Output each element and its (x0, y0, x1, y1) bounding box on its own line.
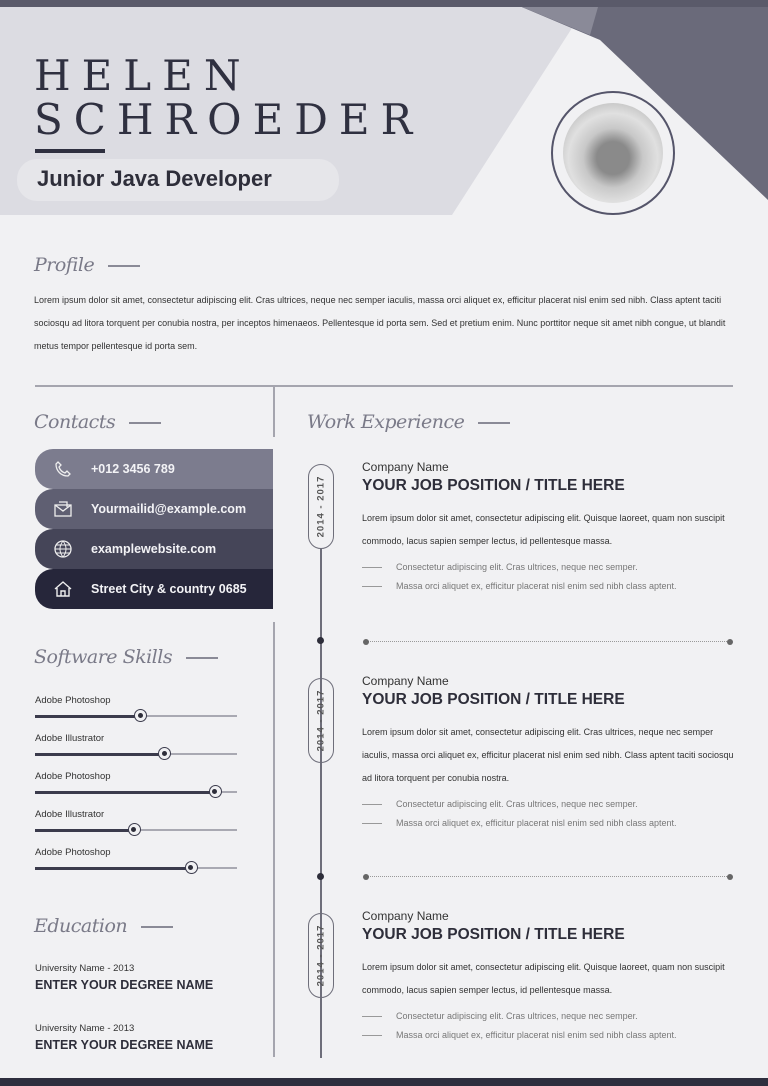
company-name: Company Name (362, 460, 449, 474)
skill-knob (128, 823, 141, 836)
school-name: University Name - 2013 (35, 1023, 135, 1034)
skill-slider (35, 753, 237, 755)
job-role: Junior Java Developer (17, 159, 339, 201)
job-entry (362, 674, 734, 828)
education-item (35, 1023, 213, 1052)
skill-slider (35, 829, 237, 831)
contact-website[interactable] (35, 529, 273, 569)
skill-knob (185, 861, 198, 874)
photo-frame (551, 91, 675, 215)
bullet-text: Consectetur adipiscing elit. Cras ultrices, neque nec semper. (396, 799, 638, 809)
skill-fill (35, 867, 191, 870)
contact-text: +012 3456 789 (91, 462, 175, 476)
bullet-text: Massa orci aliquet ex, efficitur placerat nisl enim sed nibh class aptent. (396, 1030, 677, 1040)
globe-icon (53, 539, 73, 559)
skill-knob (134, 709, 147, 722)
profile-heading: Profile (34, 254, 140, 276)
section-divider (35, 385, 733, 387)
work-heading: Work Experience (307, 411, 510, 433)
skill-name: Adobe Illustrator (35, 809, 105, 820)
contacts-heading: Contacts (34, 411, 161, 433)
contact-email[interactable] (35, 489, 273, 529)
job-bullet (362, 1030, 734, 1040)
job-years-pill (308, 913, 334, 998)
timeline-dot (317, 637, 324, 644)
column-divider-bottom (273, 622, 275, 1057)
education-heading: Education (34, 915, 173, 937)
skill-knob (209, 785, 222, 798)
school-name: University Name - 2013 (35, 963, 135, 974)
contact-phone[interactable] (35, 449, 273, 489)
job-description: Lorem ipsum dolor sit amet, consectetur adipiscing elit. Quisque laoreet, quam non suscipit commodo, lacus sapien semper lectus, id pellentesque massa. (362, 513, 725, 546)
job-separator (365, 876, 731, 877)
bullet-text: Consectetur adipiscing elit. Cras ultrices, neque nec semper. (396, 562, 638, 572)
contact-text: examplewebsite.com (91, 542, 217, 556)
job-title: YOUR JOB POSITION / TITLE HERE (362, 477, 625, 494)
mail-icon (53, 499, 73, 519)
skill-fill (35, 715, 140, 718)
job-years-pill (308, 678, 334, 763)
job-years: 2014 - 2017 (315, 475, 327, 538)
bullet-text: Consectetur adipiscing elit. Cras ultrices, neque nec semper. (396, 1011, 638, 1021)
skill-slider (35, 715, 237, 717)
job-years-pill (308, 464, 334, 549)
column-divider-top (273, 385, 275, 437)
job-bullet (362, 562, 734, 572)
education-item (35, 963, 213, 992)
contact-text: Street City & country 0685 (91, 582, 247, 596)
contact-text: Yourmailid@example.com (91, 502, 247, 516)
skill-slider (35, 867, 237, 869)
job-years: 2014 - 2017 (315, 924, 327, 987)
skill-name: Adobe Photoshop (35, 695, 111, 706)
first-name: HELEN (34, 51, 252, 100)
bullet-text: Massa orci aliquet ex, efficitur placerat nisl enim sed nibh class aptent. (396, 581, 677, 591)
skills-heading: Software Skills (34, 646, 218, 668)
skill-name: Adobe Photoshop (35, 847, 111, 858)
job-entry (362, 909, 734, 1040)
degree-name: ENTER YOUR DEGREE NAME (35, 1038, 214, 1052)
bullet-text: Massa orci aliquet ex, efficitur placerat nisl enim sed nibh class aptent. (396, 818, 677, 828)
last-name: SCHROEDER (34, 95, 424, 144)
degree-name: ENTER YOUR DEGREE NAME (35, 978, 214, 992)
job-title: YOUR JOB POSITION / TITLE HERE (362, 691, 625, 708)
job-separator (365, 641, 731, 642)
job-bullet (362, 1011, 734, 1021)
skill-name: Adobe Illustrator (35, 733, 105, 744)
job-years: 2014 - 2017 (315, 689, 327, 752)
job-bullet (362, 818, 734, 828)
home-icon (53, 579, 73, 599)
company-name: Company Name (362, 909, 449, 923)
job-description: Lorem ipsum dolor sit amet, consectetur adipiscing elit. Cras ultrices, neque nec semper iaculis, massa orci aliquet ex, efficitur placerat nisl enim sed nibh. Class aptent taciti sociosqu ad litora torquent per conubia nostra. (362, 727, 734, 783)
skill-knob (158, 747, 171, 760)
skill-fill (35, 791, 215, 794)
skill-fill (35, 753, 164, 756)
profile-photo (563, 103, 663, 203)
name-underline (35, 149, 105, 153)
footer-bar (0, 1078, 768, 1086)
company-name: Company Name (362, 674, 449, 688)
timeline-dot (317, 873, 324, 880)
skill-name: Adobe Photoshop (35, 771, 111, 782)
phone-icon (53, 459, 73, 479)
job-entry (362, 460, 734, 591)
skill-fill (35, 829, 134, 832)
profile-text: Lorem ipsum dolor sit amet, consectetur adipiscing elit. Cras ultrices, neque nec semper iaculis, massa orci aliquet ex, efficitur placerat nisl enim sed nibh. Class aptent taciti sociosqu ad litora torquent per conubia nostra, per inceptos himenaeos. Pellentesque id porta sem. Sed et pretium enim. Nunc porttitor neque sit amet nibh congue, ut blandit metus tempor pellentesque id porta sem. (34, 295, 726, 351)
skill-slider (35, 791, 237, 793)
job-description: Lorem ipsum dolor sit amet, consectetur adipiscing elit. Quisque laoreet, quam non suscipit commodo, lacus sapien semper lectus, id pellentesque massa. (362, 962, 725, 995)
contact-address[interactable] (35, 569, 273, 609)
job-title: YOUR JOB POSITION / TITLE HERE (362, 926, 625, 943)
job-bullet (362, 581, 734, 591)
job-bullet (362, 799, 734, 809)
